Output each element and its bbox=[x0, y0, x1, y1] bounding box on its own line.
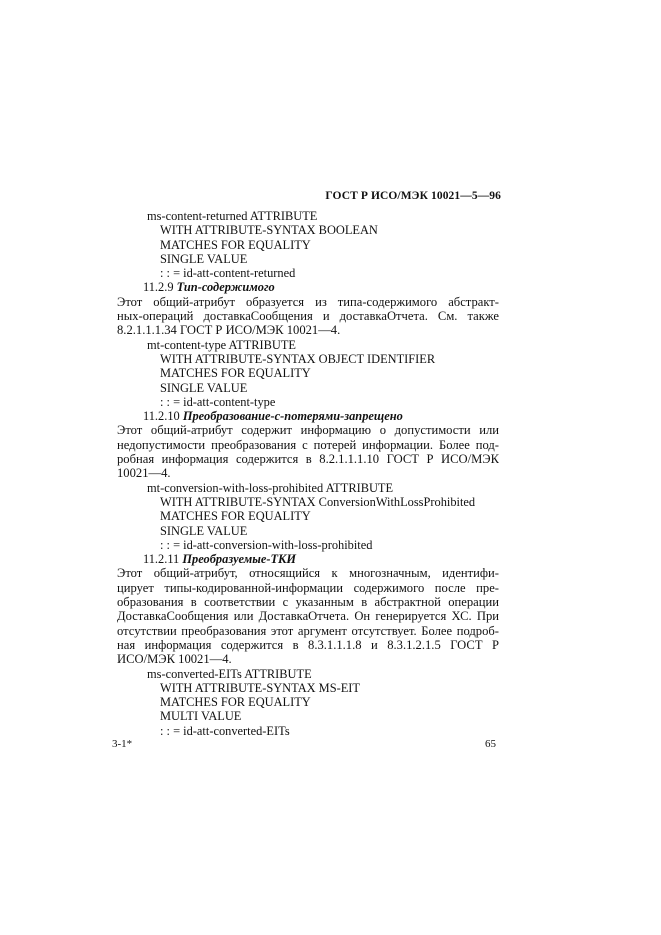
asn-definition-line: WITH ATTRIBUTE-SYNTAX BOOLEAN bbox=[160, 223, 378, 238]
asn-definition-line: SINGLE VALUE bbox=[160, 523, 248, 538]
section-number: 11.2.10 bbox=[143, 409, 180, 424]
asn-definition-line: ms-converted-EITs ATTRIBUTE bbox=[147, 666, 312, 681]
paragraph-line: ИСО/МЭК 10021—4. bbox=[117, 652, 232, 667]
section-title: Преобразование-с-потерями-запрещено bbox=[182, 409, 403, 424]
asn-definition-line: MULTI VALUE bbox=[160, 709, 242, 724]
section-title: Тип-содержимого bbox=[176, 280, 275, 295]
asn-definition-line: MATCHES FOR EQUALITY bbox=[160, 366, 311, 381]
paragraph-line: робная информация содержится в 8.2.1.1.1.10 ГОСТ Р ИСО/МЭК bbox=[117, 452, 499, 467]
page-number: 65 bbox=[485, 738, 496, 750]
asn-definition-line: ms-content-returned ATTRIBUTE bbox=[147, 209, 318, 223]
asn-definition-line: : : = id-att-content-type bbox=[160, 394, 276, 409]
asn-definition-line: SINGLE VALUE bbox=[160, 380, 248, 395]
section-title: Преобразуемые-ТКИ bbox=[182, 552, 297, 567]
section-heading bbox=[143, 409, 661, 423]
body-text bbox=[0, 209, 661, 738]
section-number: 11.2.9 bbox=[143, 280, 174, 295]
paragraph-line: недопустимости преобразования с потерей информации. Более под- bbox=[117, 437, 499, 452]
asn-definition-line: WITH ATTRIBUTE-SYNTAX OBJECT IDENTIFIER bbox=[160, 351, 436, 366]
asn-definition-line: MATCHES FOR EQUALITY bbox=[160, 237, 311, 252]
asn-definition-line: : : = id-att-converted-EITs bbox=[160, 723, 290, 738]
section-number: 11.2.11 bbox=[143, 552, 180, 567]
asn-definition-line: WITH ATTRIBUTE-SYNTAX MS-EIT bbox=[160, 680, 360, 695]
asn-definition-line: MATCHES FOR EQUALITY bbox=[160, 509, 311, 524]
asn-definition-line: mt-content-type ATTRIBUTE bbox=[147, 337, 297, 352]
asn-definition-line: WITH ATTRIBUTE-SYNTAX ConversionWithLossProhibited bbox=[160, 494, 476, 509]
paragraph-line: цирует типы-кодированной-информации содержимого после пре- bbox=[117, 580, 499, 595]
asn-definition-line: MATCHES FOR EQUALITY bbox=[160, 695, 311, 710]
section-heading bbox=[143, 552, 661, 566]
paragraph-line: отсутствии преобразования этот аргумент отсутствует. Более подроб- bbox=[117, 623, 499, 638]
paragraph-line: Этот общий-атрибут, относящийся к многозначным, идентифи- bbox=[117, 566, 499, 581]
paragraph-line: ных-операций доставкаСообщения и доставкаОтчета. См. также bbox=[117, 309, 499, 324]
paragraph-line: 10021—4. bbox=[117, 466, 171, 481]
asn-definition-line: SINGLE VALUE bbox=[160, 251, 248, 266]
paragraph-line: образования в соответствии с указанным в абстрактной операции bbox=[117, 595, 499, 610]
paragraph-line: Этот общий-атрибут образуется из типа-содержимого абстракт- bbox=[117, 294, 499, 309]
paragraph-line: Этот общий-атрибут содержит информацию о допустимости или bbox=[117, 423, 499, 438]
footer-signature-mark: 3-1* bbox=[112, 738, 133, 750]
paragraph-line: ДоставкаСообщения или ДоставкаОтчета. Он генерируется ХС. При bbox=[117, 609, 499, 624]
running-header: ГОСТ Р ИСО/МЭК 10021—5—96 bbox=[325, 190, 501, 202]
asn-definition-line: : : = id-att-conversion-with-loss-prohibited bbox=[160, 537, 373, 552]
asn-definition-line: mt-conversion-with-loss-prohibited ATTRIBUTE bbox=[147, 480, 394, 495]
asn-definition-line: : : = id-att-content-returned bbox=[160, 266, 296, 281]
paragraph-line: 8.2.1.1.1.34 ГОСТ Р ИСО/МЭК 10021—4. bbox=[117, 323, 341, 338]
paragraph-line: ная информация содержится в 8.3.1.1.1.8 и 8.3.1.2.1.5 ГОСТ Р bbox=[117, 637, 499, 652]
section-heading bbox=[143, 280, 661, 294]
